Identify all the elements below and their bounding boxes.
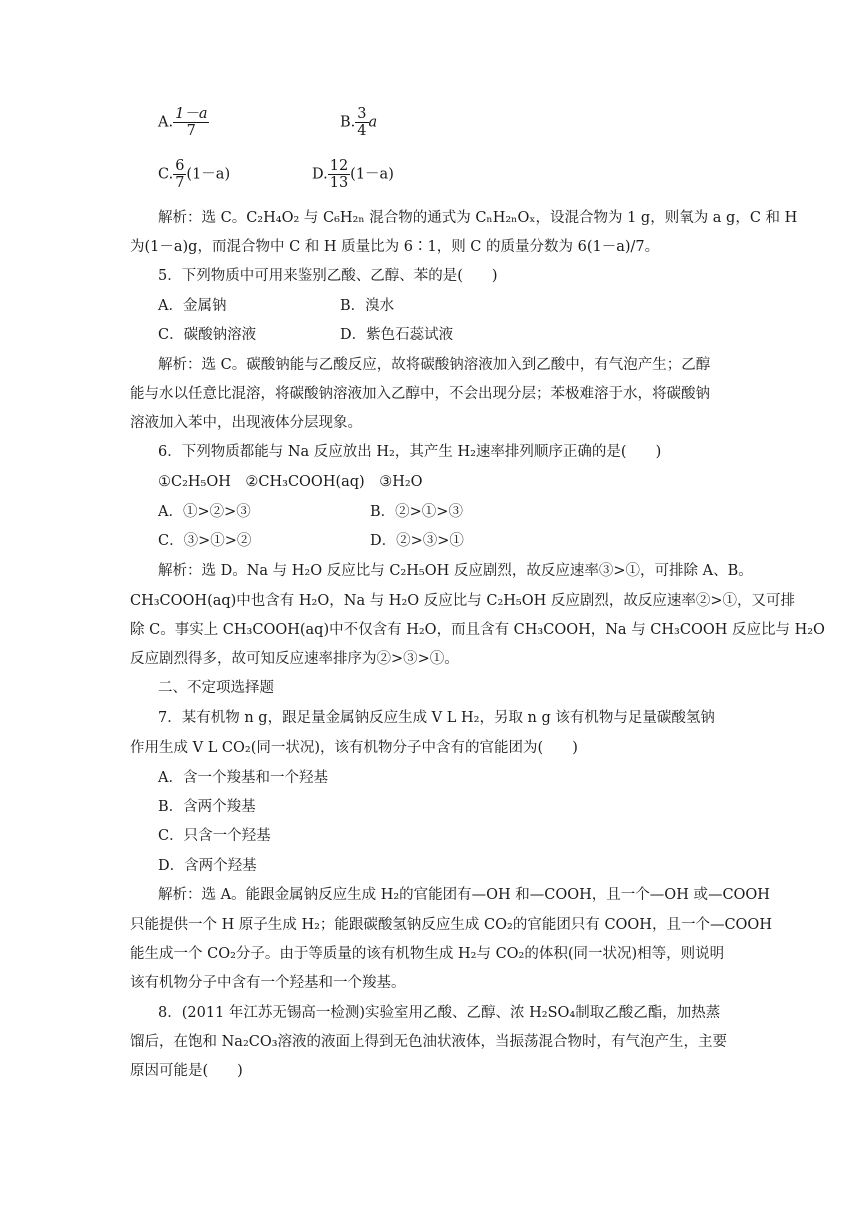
q4-option-d-tail: (1－a) xyxy=(350,166,394,183)
q4-option-b-fraction xyxy=(355,106,368,139)
q4-option-c-label: C. xyxy=(158,166,174,183)
q4-option-a-denominator: 7 xyxy=(186,123,196,139)
q4-option-d-fraction xyxy=(328,158,350,191)
q7-stem-line: 7．某有机物 n g，跟足量金属钠反应生成 V L H₂，另取 n g 该有机物与足量碳酸氢钠 xyxy=(158,710,715,726)
q4-option-b-tail: a xyxy=(368,114,378,131)
q6-option-d: D．②>③>① xyxy=(370,533,464,549)
q6-analysis-line: 反应剧烈得多，故可知反应速率排序为②>③>①。 xyxy=(130,651,459,667)
q4-option-a xyxy=(158,106,209,139)
q5-analysis-line: 能与水以任意比混溶，将碳酸钠溶液加入乙醇中，不会出现分层；苯极难溶于水，将碳酸钠 xyxy=(130,386,710,402)
q4-option-c-numerator: 6 xyxy=(175,158,185,174)
q4-option-d xyxy=(312,158,394,191)
q5-analysis-line: 解析：选 C。碳酸钠能与乙酸反应，故将碳酸钠溶液加入到乙酸中，有气泡产生；乙醇 xyxy=(158,357,711,373)
q6-substances: ①C₂H₅OH ②CH₃COOH(aq) ③H₂O xyxy=(158,474,423,490)
q7-option-b: B．含两个羧基 xyxy=(158,799,256,815)
q4-option-a-fraction xyxy=(173,106,209,139)
q7-analysis-line: 解析：选 A。能跟金属钠反应生成 H₂的官能团有—OH 和—COOH，且一个—OH 或—COOH xyxy=(158,887,770,903)
q4-option-a-numerator: 1－a xyxy=(175,106,208,122)
q4-option-c-tail: (1－a) xyxy=(186,166,231,183)
q8-stem-line: 8．(2011 年江苏无锡高一检测)实验室用乙酸、乙醇、浓 H₂SO₄制取乙酸乙酯，加热蒸 xyxy=(158,1005,721,1021)
q6-option-a: A．①>②>③ xyxy=(158,504,251,520)
q4-option-d-denominator: 13 xyxy=(329,175,349,191)
q7-analysis-line: 能生成一个 CO₂分子。由于等质量的该有机物生成 H₂与 CO₂的体积(同一状况)相等，则说明 xyxy=(130,946,725,962)
q5-option-a: A．金属钠 xyxy=(158,298,227,314)
q8-stem-line: 原因可能是( ) xyxy=(130,1063,243,1079)
q5-analysis-line: 溶液加入苯中，出现液体分层现象。 xyxy=(130,415,362,431)
q4-option-d-numerator: 12 xyxy=(329,158,349,174)
q4-option-b xyxy=(340,106,377,139)
q4-analysis-line: 为(1－a)g，而混合物中 C 和 H 质量比为 6∶1，则 C 的质量分数为 6(1－a)/7。 xyxy=(130,239,660,255)
q4-option-a-label: A. xyxy=(158,114,174,131)
q7-option-a: A．含一个羧基和一个羟基 xyxy=(158,770,328,786)
q4-analysis-line: 解析：选 C。C₂H₄O₂ 与 C₆H₂ₙ 混合物的通式为 CₙH₂ₙOₓ，设混合物为 1 g，则氧为 a g，C 和 H xyxy=(158,210,798,226)
q4-option-c-fraction xyxy=(173,158,186,191)
q8-stem-line: 馏后，在饱和 Na₂CO₃溶液的液面上得到无色油状液体，当振荡混合物时，有气泡产生，主要 xyxy=(130,1034,728,1050)
q5-stem: 5．下列物质中可用来鉴别乙酸、乙醇、苯的是( ) xyxy=(158,268,498,284)
q6-analysis-line: 除 C。事实上 CH₃COOH(aq)中不仅含有 H₂O，而且含有 CH₃COOH，Na 与 CH₃COOH 反应比与 H₂O xyxy=(130,622,825,638)
q6-option-c: C．③>①>② xyxy=(158,533,252,549)
q4-option-b-numerator: 3 xyxy=(357,106,367,122)
section-heading: 二、不定项选择题 xyxy=(158,680,274,696)
q7-option-d: D．含两个羟基 xyxy=(158,858,257,874)
q6-analysis-line: CH₃COOH(aq)中也含有 H₂O，Na 与 H₂O 反应比与 C₂H₅OH 反应剧烈，故反应速率②>①，又可排 xyxy=(130,593,796,609)
q6-analysis-line: 解析：选 D。Na 与 H₂O 反应比与 C₂H₅OH 反应剧烈，故反应速率③>①，可排除 A、B。 xyxy=(158,563,753,579)
q6-stem: 6．下列物质都能与 Na 反应放出 H₂，其产生 H₂速率排列顺序正确的是( ) xyxy=(158,444,662,460)
q4-option-b-label: B. xyxy=(340,114,356,131)
q4-option-d-label: D. xyxy=(312,166,328,183)
q5-option-b: B．溴水 xyxy=(340,298,395,314)
q6-option-b: B．②>①>③ xyxy=(370,504,463,520)
q7-analysis-line: 该有机物分子中含有一个羟基和一个羧基。 xyxy=(130,975,406,991)
q7-analysis-line: 只能提供一个 H 原子生成 H₂；能跟碳酸氢钠反应生成 CO₂的官能团只有 COOH，且一个—COOH xyxy=(130,917,772,933)
q5-option-c: C．碳酸钠溶液 xyxy=(158,327,257,343)
q4-option-c xyxy=(158,158,230,191)
q4-option-c-denominator: 7 xyxy=(175,175,185,191)
q7-option-c: C．只含一个羟基 xyxy=(158,828,271,844)
q5-option-d: D．紫色石蕊试液 xyxy=(340,327,454,343)
q4-option-b-denominator: 4 xyxy=(357,123,367,139)
q7-stem-line: 作用生成 V L CO₂(同一状况)，该有机物分子中含有的官能团为( ) xyxy=(130,740,578,756)
